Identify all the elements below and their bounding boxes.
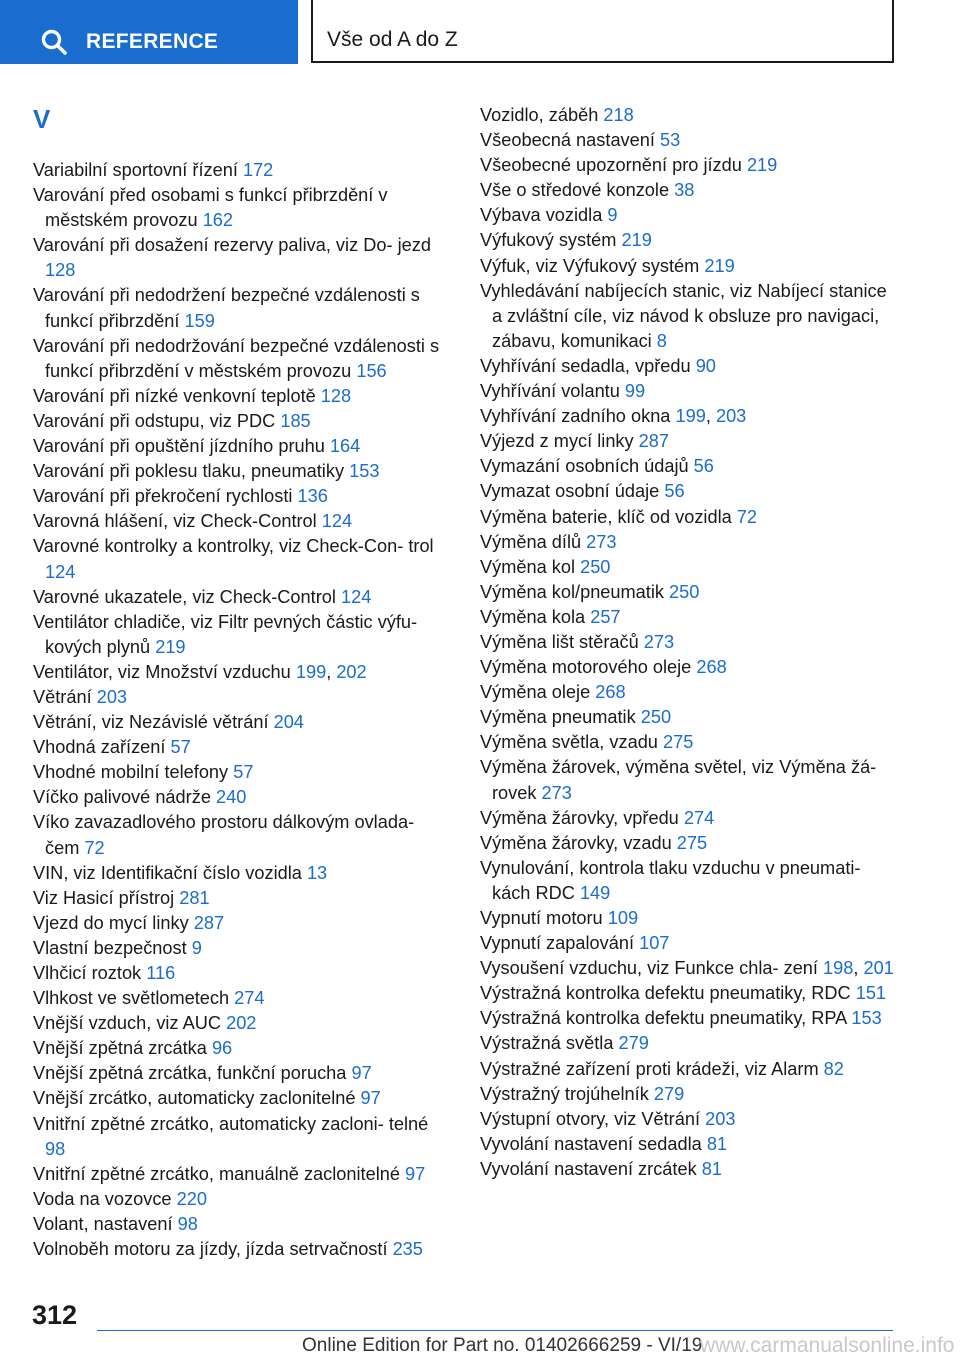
page-link[interactable]: 275 — [662, 732, 694, 753]
page-link[interactable]: 57 — [233, 762, 254, 783]
index-entry — [480, 354, 900, 379]
entry-text: Výměna baterie, klíč od vozidla — [480, 506, 737, 527]
entry-text: Varování při překročení rychlosti — [33, 486, 298, 507]
index-entry — [33, 534, 445, 584]
entry-text: Volant, nastavení — [33, 1213, 178, 1234]
page-link[interactable]: 219 — [621, 230, 652, 251]
page-link[interactable]: 199 — [675, 406, 706, 427]
page-link[interactable]: 109 — [607, 908, 639, 928]
entry-text: Varování při opuštění jízdního pruhu — [33, 436, 330, 457]
index-entry — [33, 785, 445, 810]
page-link[interactable]: 81 — [701, 1158, 722, 1179]
entry-text: Výměna lišt stěračů — [480, 631, 644, 652]
page-link[interactable]: 250 — [669, 581, 700, 602]
index-entry — [33, 810, 445, 860]
section-header — [311, 0, 894, 63]
entry-text: Varování před osobami s funkcí přibrzdění v městském provozu — [33, 185, 388, 231]
entry-text: Ventilátor chladiče, viz Filtr pevných částic výfu- kových plynů — [33, 611, 418, 657]
entry-text: Výfukový systém — [480, 230, 622, 251]
entry-text: Větrání, viz Nezávislé větrání — [33, 712, 274, 733]
index-entry — [33, 233, 445, 283]
page-link[interactable]: 257 — [590, 606, 621, 627]
entry-text: Výměna žárovek, výměna světel, viz Výměna žá- rovek — [480, 757, 877, 803]
entry-text: Vypnutí zapalování — [480, 933, 640, 954]
index-entry — [33, 911, 445, 936]
entry-text: Výměna motorového oleje — [480, 657, 697, 678]
page-link[interactable]: 53 — [659, 130, 681, 151]
index-entry — [33, 710, 445, 735]
page-link[interactable]: 151 — [855, 983, 887, 1004]
entry-text: Varování při odstupu, viz PDC — [33, 410, 281, 431]
index-letter: V — [33, 104, 51, 134]
entry-text: Varování při dosažení rezervy paliva, viz Do- jezd — [33, 235, 431, 256]
page-link[interactable]: 159 — [184, 310, 215, 331]
page-link[interactable]: 128 — [320, 385, 352, 406]
page-link[interactable]: 235 — [392, 1239, 423, 1260]
entry-text: Vnitřní zpětné zrcátko, automaticky zacloni- telné — [33, 1113, 429, 1134]
page-separator: , — [326, 661, 337, 682]
page-link[interactable]: 279 — [618, 1033, 649, 1054]
index-entry — [33, 384, 445, 409]
page-link[interactable]: 250 — [640, 707, 672, 728]
entry-text: Vše o středové konzole — [480, 180, 675, 201]
page-link[interactable]: 97 — [405, 1163, 426, 1184]
index-entry — [33, 1061, 445, 1086]
index-entry — [33, 434, 445, 459]
index-entry — [480, 655, 900, 680]
entry-text: Vyvolání nastavení sedadla — [480, 1133, 707, 1154]
index-entry — [33, 986, 445, 1011]
entry-text: Vyvolání nastavení zrcátek — [480, 1158, 702, 1179]
footer-divider — [97, 1330, 893, 1331]
entry-text: Varovná hlášení, viz Check-Control — [33, 511, 322, 532]
page-link[interactable]: 164 — [329, 436, 361, 457]
entry-text: Výměna kol — [480, 556, 581, 577]
page-link[interactable]: 124 — [340, 586, 372, 607]
entry-text: Vnější zpětná zrcátka — [33, 1038, 212, 1059]
entry-text: Výměna žárovky, vpředu — [480, 807, 684, 828]
page-link[interactable]: 287 — [193, 912, 225, 933]
entry-text: Výměna žárovky, vzadu — [480, 832, 677, 853]
index-entry — [33, 760, 445, 785]
edition-note: Online Edition for Part no. 01402666259 - VI/19 — [302, 1335, 703, 1356]
entry-text: Vynulování, kontrola tlaku vzduchu v pneumati- kách RDC — [480, 857, 861, 903]
index-entry — [480, 203, 900, 228]
reference-label: REFERENCE — [86, 30, 219, 53]
page-link[interactable]: 99 — [624, 381, 646, 402]
index-entry — [480, 755, 900, 805]
index-entry — [33, 1212, 445, 1237]
index-entry — [480, 379, 900, 404]
entry-text: Volnoběh motoru za jízdy, jízda setrvačností — [33, 1239, 393, 1260]
page-link[interactable]: 116 — [146, 963, 176, 983]
entry-text: Vyhřívání sedadla, vpředu — [480, 355, 696, 376]
page-separator: , — [705, 406, 716, 427]
page-link[interactable]: 203 — [96, 686, 128, 707]
index-entry — [480, 580, 900, 605]
page-link[interactable]: 98 — [45, 1138, 66, 1159]
index-column-right — [480, 103, 900, 1182]
entry-text: Všeobecná nastavení — [480, 130, 660, 151]
page-link[interactable]: 273 — [541, 782, 572, 803]
entry-text: Vysoušení vzduchu, viz Funkce chla- zení — [480, 958, 824, 979]
entry-text: Výměna světla, vzadu — [480, 732, 663, 753]
index-entry — [480, 705, 900, 730]
page-link[interactable]: 185 — [280, 410, 311, 431]
index-entry — [33, 685, 445, 710]
index-entry — [33, 610, 445, 660]
index-entry — [480, 1107, 900, 1132]
page-link[interactable]: 268 — [595, 682, 626, 703]
index-entry — [33, 1162, 445, 1187]
page-separator: , — [853, 958, 864, 979]
page-link[interactable]: 219 — [704, 255, 735, 276]
page-link[interactable]: 287 — [638, 431, 670, 452]
index-entry — [480, 605, 900, 630]
index-entry — [480, 530, 900, 555]
page-link[interactable]: 153 — [349, 461, 380, 482]
index-entry — [480, 1006, 900, 1031]
entry-text: Víko zavazadlového prostoru dálkovým ovlada- čem — [33, 812, 415, 858]
page-link[interactable]: 72 — [84, 837, 105, 858]
entry-text: Výměna kol/pneumatik — [480, 581, 670, 602]
index-entry — [480, 429, 900, 454]
index-entry — [480, 479, 900, 504]
page-link[interactable]: 128 — [45, 260, 76, 281]
page-link[interactable]: 198 — [823, 958, 854, 979]
index-entry — [33, 1237, 445, 1262]
page-link[interactable]: 38 — [674, 180, 695, 201]
index-entry — [480, 1157, 900, 1182]
entry-text: Vhodná zařízení — [33, 737, 171, 758]
page-link[interactable]: 96 — [211, 1038, 233, 1059]
page-link[interactable]: 98 — [177, 1213, 198, 1234]
entry-text: Výjezd z mycí linky — [480, 431, 639, 452]
index-entry — [480, 906, 900, 931]
page-link[interactable]: 8 — [656, 330, 667, 351]
page-link[interactable]: 202 — [226, 1013, 257, 1034]
entry-text: Výfuk, viz Výfukový systém — [480, 255, 705, 276]
entry-text: Výstupní otvory, viz Větrání — [480, 1108, 706, 1129]
entry-text: Varování při nedodržování bezpečné vzdálenosti s funkcí přibrzdění v městském provozu — [33, 335, 440, 381]
page-link[interactable]: 124 — [45, 561, 76, 582]
entry-text: Větrání — [33, 686, 97, 707]
index-entry — [480, 981, 900, 1006]
index-entry — [33, 585, 445, 610]
entry-text: Víčko palivové nádrže — [33, 787, 216, 808]
page-link[interactable]: 82 — [823, 1058, 844, 1079]
entry-text: Vypnutí motoru — [480, 908, 608, 928]
index-entry — [480, 505, 900, 530]
entry-text: Vnější zpětná zrcátka, funkční porucha — [33, 1063, 352, 1084]
index-entry — [33, 936, 445, 961]
entry-text: Vnitřní zpětné zrcátko, manuálně zaclonitelné — [33, 1163, 406, 1184]
index-entry — [480, 404, 900, 429]
page-link[interactable]: 281 — [179, 887, 210, 908]
entry-text: Varování při poklesu tlaku, pneumatiky — [33, 461, 350, 482]
page-link[interactable]: 279 — [653, 1083, 685, 1104]
page-link[interactable]: 275 — [676, 832, 708, 853]
page-link[interactable]: 153 — [851, 1008, 882, 1029]
index-entry — [480, 856, 900, 906]
page-link[interactable]: 162 — [202, 210, 234, 231]
page-link[interactable]: 199 — [295, 661, 327, 682]
index-entry — [33, 1112, 445, 1162]
index-entry — [480, 128, 900, 153]
search-icon — [40, 28, 68, 56]
entry-text: Vhodné mobilní telefony — [33, 762, 234, 783]
page-link[interactable]: 273 — [586, 531, 617, 552]
index-entry — [33, 861, 445, 886]
index-entry — [33, 334, 445, 384]
page-link[interactable]: 124 — [321, 511, 353, 532]
index-entry — [480, 806, 900, 831]
entry-text: Výstražné zařízení proti krádeži, viz Alarm — [480, 1058, 824, 1079]
entry-text: Výměna dílů — [480, 531, 587, 552]
index-entry — [480, 153, 900, 178]
index-entry — [480, 178, 900, 203]
entry-text: Výměna oleje — [480, 682, 596, 703]
entry-text: Varovné kontrolky a kontrolky, viz Check-Con- trol — [33, 536, 434, 557]
entry-text: Varování při nedodržení bezpečné vzdálenosti s funkcí přibrzdění — [33, 285, 420, 331]
page-link[interactable]: 97 — [360, 1088, 381, 1109]
entry-text: Vlhkost ve světlometech — [33, 988, 235, 1009]
index-entry — [480, 228, 900, 253]
page-link[interactable]: 156 — [356, 360, 387, 381]
entry-text: Vymazání osobních údajů — [480, 456, 694, 477]
index-entry — [33, 735, 445, 760]
page-link[interactable]: 56 — [693, 456, 714, 477]
page-link[interactable]: 240 — [216, 787, 247, 808]
index-entry — [33, 1187, 445, 1212]
index-entry — [480, 931, 900, 956]
page-link[interactable]: 97 — [351, 1063, 372, 1084]
index-entry — [33, 660, 445, 685]
index-entry — [33, 158, 445, 183]
index-entry — [33, 283, 445, 333]
page-link[interactable]: 204 — [273, 712, 304, 733]
entry-text: Vozidlo, záběh — [480, 105, 604, 125]
page-link[interactable]: 57 — [170, 737, 191, 758]
entry-text: Vnější vzduch, viz AUC — [33, 1013, 227, 1034]
index-entry — [33, 886, 445, 911]
entry-text: Vymazat osobní údaje — [480, 481, 665, 502]
page-link[interactable]: 13 — [306, 862, 328, 883]
page-link[interactable]: 274 — [234, 988, 265, 1009]
index-entry — [480, 1031, 900, 1056]
entry-text: VIN, viz Identifikační číslo vozidla — [33, 862, 307, 883]
page-link[interactable]: 9 — [607, 205, 618, 226]
page-link[interactable]: 201 — [863, 958, 894, 979]
index-entry — [480, 1132, 900, 1157]
index-entry — [480, 279, 900, 354]
reference-tab[interactable] — [0, 0, 298, 64]
index-entry — [33, 409, 445, 434]
index-entry — [480, 1082, 900, 1107]
index-entry — [480, 254, 900, 279]
index-entry — [480, 555, 900, 580]
index-entry — [33, 484, 445, 509]
entry-text: Vlhčicí roztok — [33, 963, 147, 983]
index-entry — [33, 459, 445, 484]
index-column-left — [33, 158, 445, 1262]
page-link[interactable]: 56 — [664, 481, 685, 502]
page-link[interactable]: 136 — [297, 486, 328, 507]
section-title: Vše od A do Z — [327, 28, 458, 51]
page-number: 312 — [32, 1300, 78, 1330]
index-entry — [33, 1036, 445, 1061]
page-link[interactable]: 273 — [643, 631, 675, 652]
entry-text: Vnější zrcátko, automaticky zaclonitelné — [33, 1088, 361, 1109]
entry-text: Viz Hasicí přístroj — [33, 887, 180, 908]
entry-text: Všeobecné upozornění pro jízdu — [480, 155, 747, 176]
entry-text: Voda na vozovce — [33, 1188, 177, 1209]
entry-text: Výstražná kontrolka defektu pneumatiky, RDC — [480, 983, 856, 1004]
entry-text: Vyhřívání volantu — [480, 381, 625, 402]
page-link[interactable]: 9 — [191, 937, 202, 958]
page-link[interactable]: 149 — [579, 882, 611, 903]
page-link[interactable]: 274 — [683, 807, 715, 828]
entry-text: Vyhřívání zadního okna — [480, 406, 676, 427]
entry-text: Varování při nízké venkovní teplotě — [33, 385, 321, 406]
page-link[interactable]: 220 — [176, 1188, 207, 1209]
page-link[interactable]: 268 — [696, 657, 727, 678]
page-link[interactable]: 250 — [580, 556, 611, 577]
watermark: www.carmanualsonline.info — [700, 1334, 955, 1357]
entry-text: Výstražný trojúhelník — [480, 1083, 654, 1104]
entry-text: Vlastní bezpečnost — [33, 937, 192, 958]
index-entry — [480, 956, 900, 981]
entry-text: Výstražná kontrolka defektu pneumatiky, RPA — [480, 1008, 852, 1029]
index-entry — [33, 1011, 445, 1036]
page-link[interactable]: 107 — [639, 933, 670, 954]
page-link[interactable]: 172 — [242, 160, 274, 180]
page-link[interactable]: 218 — [603, 105, 634, 125]
entry-text: Vjezd do mycí linky — [33, 912, 194, 933]
page-link[interactable]: 203 — [705, 1108, 736, 1129]
index-entry — [480, 680, 900, 705]
page-link[interactable]: 90 — [695, 355, 716, 376]
index-entry — [480, 103, 900, 128]
page-link[interactable]: 203 — [715, 406, 747, 427]
index-entry — [480, 454, 900, 479]
page-link[interactable]: 81 — [706, 1133, 728, 1154]
page-link[interactable]: 219 — [746, 155, 778, 176]
index-entry — [480, 630, 900, 655]
index-entry — [480, 1057, 900, 1082]
entry-text: Varovné ukazatele, viz Check-Control — [33, 586, 341, 607]
entry-text: Výstražná světla — [480, 1033, 619, 1054]
index-entry — [33, 961, 445, 986]
entry-text: Výměna pneumatik — [480, 707, 641, 728]
page-link[interactable]: 202 — [336, 661, 367, 682]
entry-text: Variabilní sportovní řízení — [33, 160, 243, 180]
index-entry — [480, 831, 900, 856]
index-entry — [33, 1086, 445, 1111]
entry-text: Vyhledávání nabíjecích stanic, viz Nabíjecí stanice a zvláštní cíle, viz návod k obsluze pro navigaci, zábavu, komunikaci — [480, 280, 887, 351]
index-entry — [33, 183, 445, 233]
index-entry — [33, 509, 445, 534]
entry-text: Výměna kola — [480, 606, 591, 627]
page-link[interactable]: 219 — [155, 636, 186, 657]
entry-text: Výbava vozidla — [480, 205, 608, 226]
entry-text: Ventilátor, viz Množství vzduchu — [33, 661, 296, 682]
index-entry — [480, 730, 900, 755]
page-link[interactable]: 72 — [736, 506, 758, 527]
